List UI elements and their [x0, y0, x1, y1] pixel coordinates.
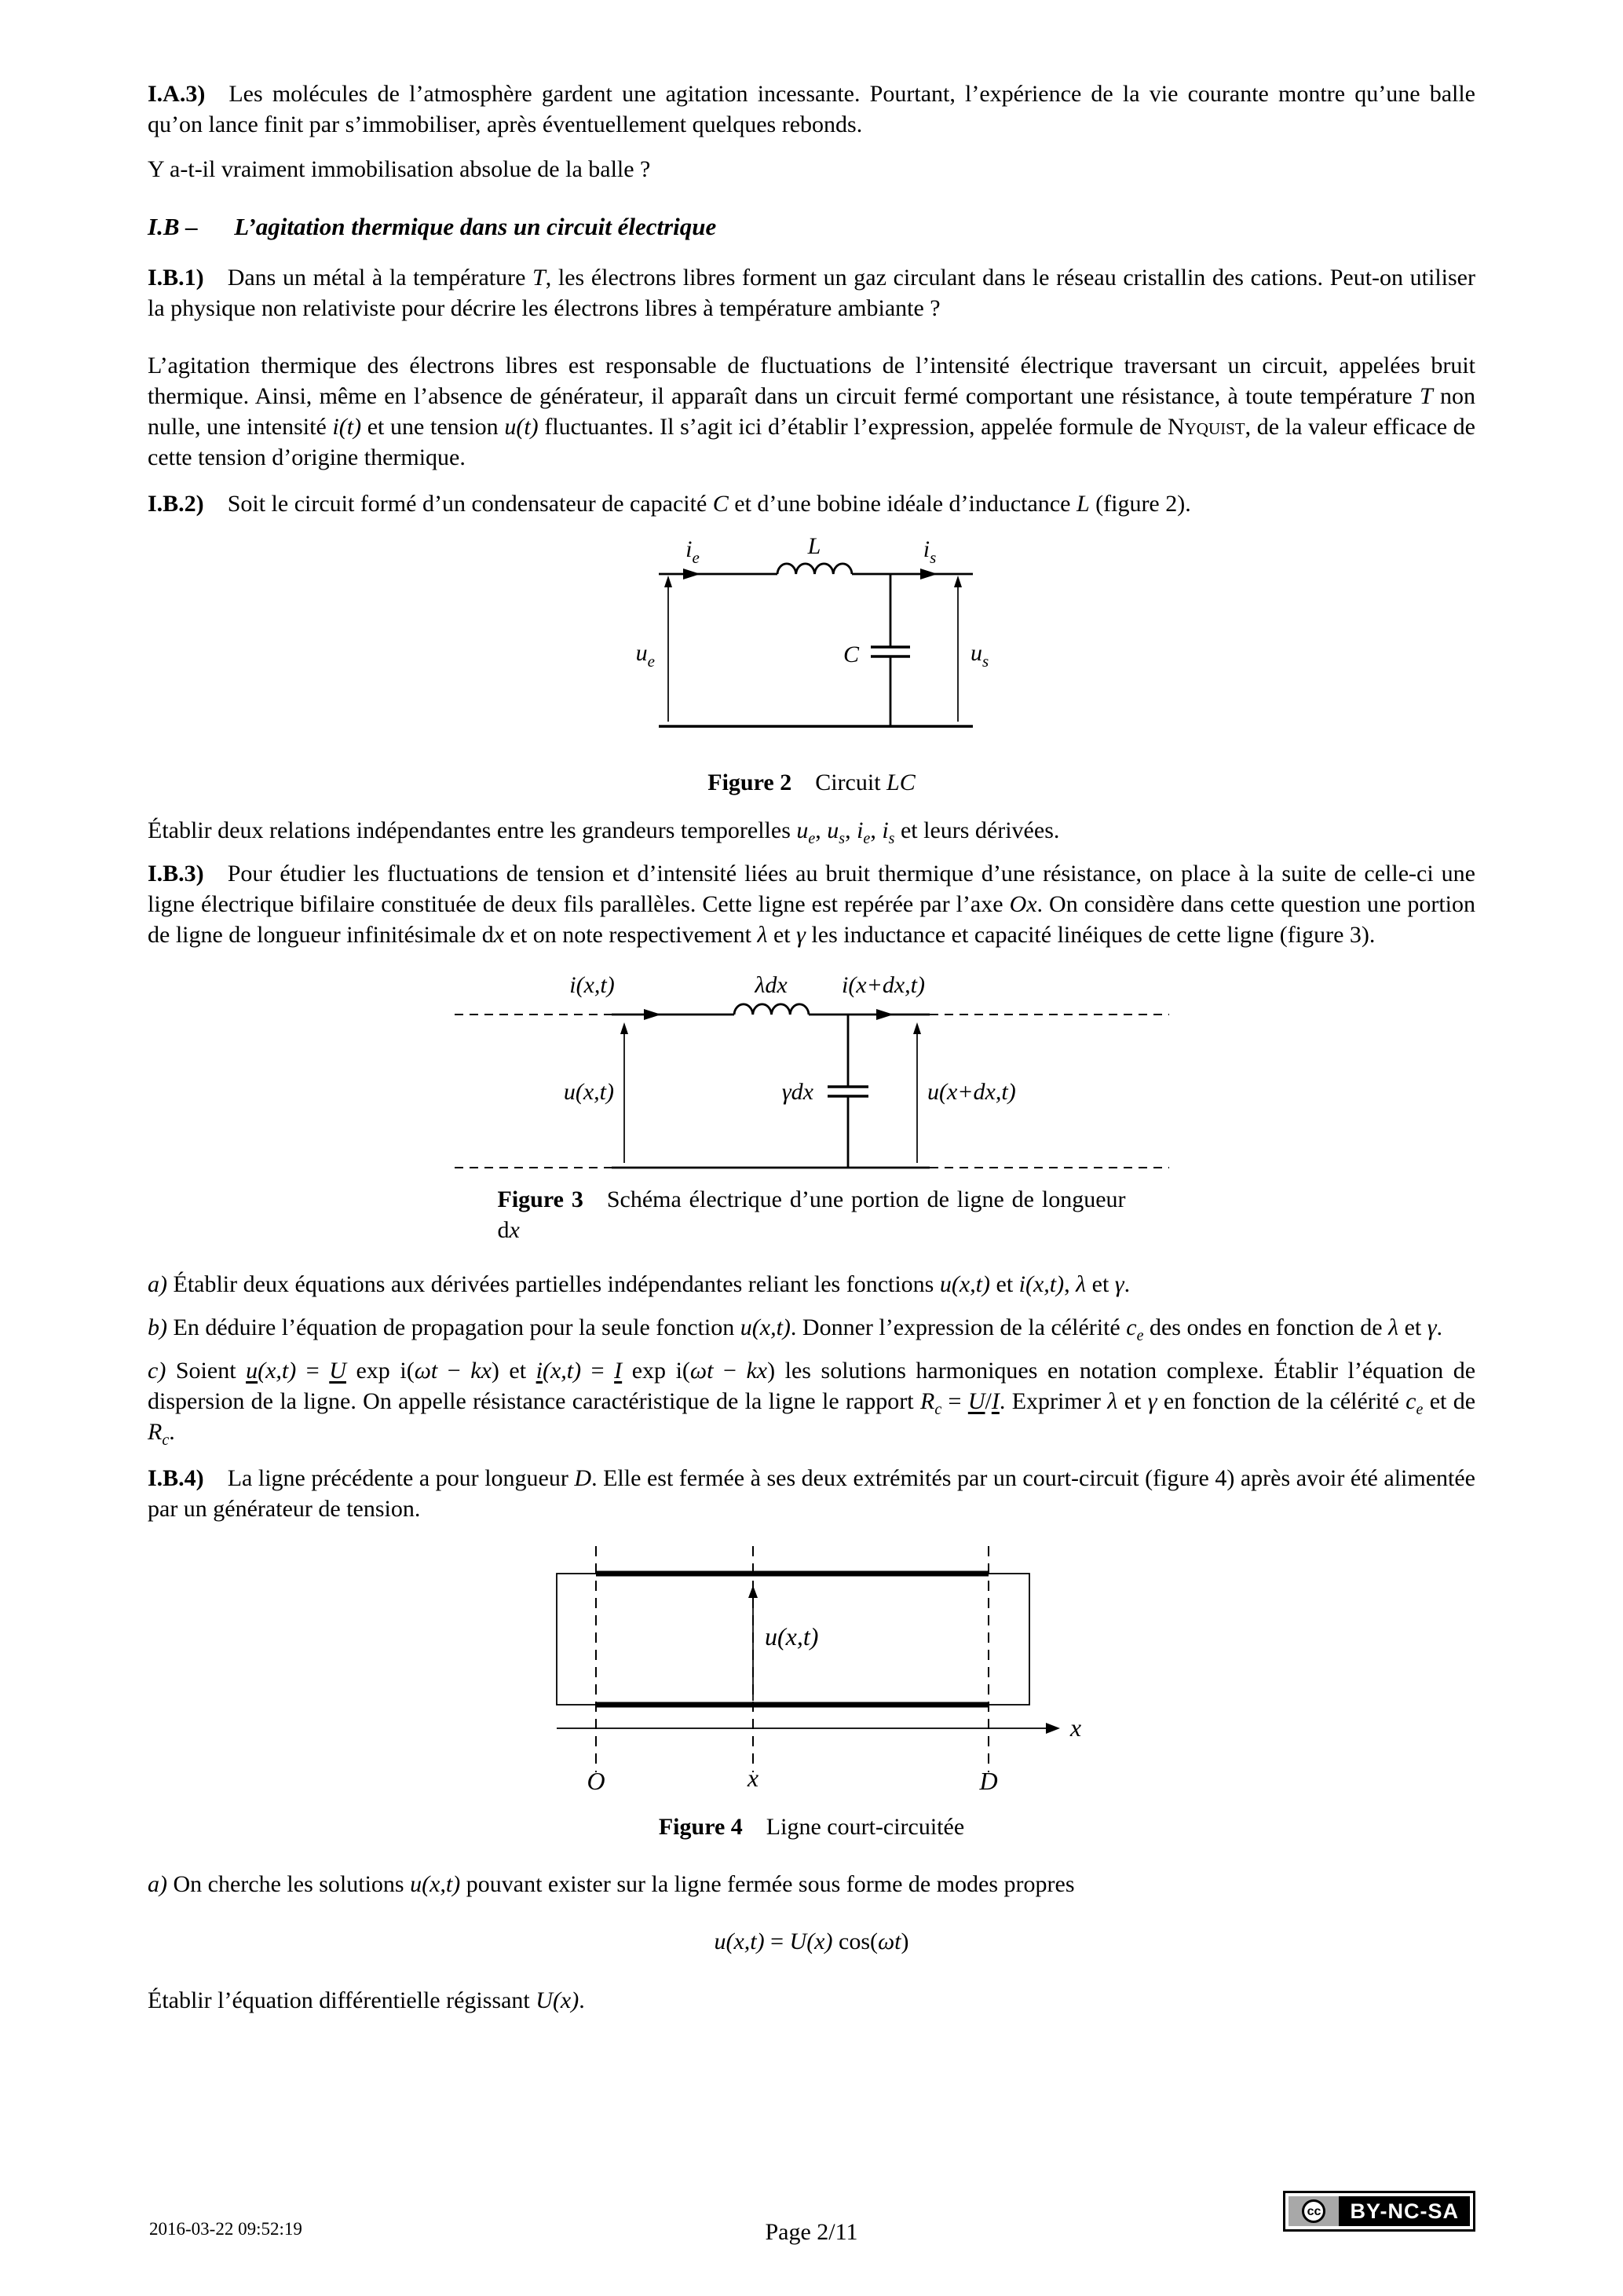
footer: [148, 2174, 1475, 2268]
cc-badge-label: BY-NC-SA: [1350, 2199, 1459, 2223]
current-arrow-left: [644, 1009, 661, 1020]
label-length-D: D: [978, 1767, 998, 1795]
paragraph-thermal-noise: L’agitation thermique des électrons libres est responsable de fluctuations de l’intensité électrique traversant un circuit, appelées bruit thermique. Ainsi, même en l’absence de générateur, il apparaît dans un circuit fermé comportant une résistance, à toute température T non nulle, une intensité i(t) et une tension u(t) fluctuantes. Il s’agit ici d’établir l’expression, appelée formule de Nyquist, de la valeur efficace de cette tension d’origine thermique.: [148, 353, 1475, 470]
voltage-arrow-us: [954, 576, 962, 722]
voltage-arrow-right: [913, 1022, 921, 1163]
figure-4: [148, 1545, 1475, 1842]
label-u-x-plus-dx-t: u(x+dx,t): [927, 1079, 1016, 1105]
paragraph-ia3: I.A.3) Les molécules de l’atmosphère gardent une agitation incessante. Pourtant, l’expérience de la vie courante montre qu’une balle qu’on lance finit par s’immobiliser, après éventuellement quelques rebonds.: [148, 81, 1475, 137]
inductor-symbol: [777, 564, 852, 574]
paragraph-item-a: a) Établir deux équations aux dérivées partielles indépendantes reliant les fonctions u(x,t) et i(x,t), λ et γ.: [148, 1271, 1131, 1297]
voltage-arrow-ue: [664, 576, 672, 722]
paragraph-item-b: b) En déduire l’équation de propagation pour la seule fonction u(x,t). Donner l’expression de la célérité $c_e$ des ondes en fonction de λ et γ.: [148, 1314, 1443, 1344]
figure-3-caption: Figure 3 Schéma électrique d’une portion de ligne de longueur dx: [497, 1186, 1126, 1243]
footer-page-number: Page 2/11: [765, 2219, 858, 2245]
label-u-x-t: u(x,t): [563, 1079, 614, 1105]
paragraph-etablir-ux: Établir l’équation différentielle régissant U(x).: [148, 1987, 585, 2013]
cc-icon: cc: [1289, 2196, 1339, 2226]
figure-3: [148, 974, 1475, 1245]
paragraph-etablir-relations: Établir deux relations indépendantes entre les grandeurs temporelles $u_e$, $u_s$, $i_e$, $i_s$ et leurs dérivées.: [148, 817, 1060, 847]
figure-2-caption: Figure 2 Circuit LC: [707, 770, 916, 795]
label-is: $i_s$: [923, 536, 936, 567]
paragraph-question: Y a-t-il vraiment immobilisation absolue de la balle ?: [148, 156, 651, 182]
label-origin-O: O: [586, 1767, 605, 1795]
figure-2-circuit-diagram: [623, 536, 1000, 764]
label-ie: $i_e$: [685, 536, 700, 567]
label-inductance-L: L: [807, 536, 821, 559]
section-heading-ib: I.B – L’agitation thermique dans un circuit électrique: [148, 213, 717, 240]
label-position-x: x: [747, 1764, 758, 1792]
capacitor-symbol: [871, 574, 910, 726]
equation-modes-propres: u(x,t) = U(x) cos(ωt): [714, 1929, 909, 1954]
paragraph-ib3: I.B.3) Pour étudier les fluctuations de tension et d’intensité liées au bruit thermique d’une résistance, on place à la suite de celle-ci une ligne électrique bifilaire constituée de deux fils parallèles. Cette ligne est repérée par l’axe Ox. On considère dans cette question une portion de ligne de longueur infinitésimale dx et on note respectivement λ et γ les inductance et capacité linéiques de cette ligne (figure 3).: [148, 861, 1476, 948]
paragraph-item-c: c) Soient u(x,t) = U exp i(ωt − kx) et i(x,t) = I exp i(ωt − kx) les solutions harmoniques en notation complexe. Établir l’équation de dispersion de la ligne. On appelle résistance caractéristique de la ligne le rapport $R_c = U/I$. Exprimer λ et γ en fonction de la célérité $c_e$ et de $R_c$.: [148, 1358, 1476, 1449]
figure-4-caption: Figure 4 Ligne court-circuitée: [658, 1814, 965, 1840]
label-capacitance-C: C: [843, 642, 859, 667]
cc-license-badge: [1283, 2191, 1475, 2232]
inductor-symbol: [734, 1004, 809, 1015]
label-lambda-dx: λdx: [754, 974, 788, 998]
label-x-axis: x: [1069, 1713, 1081, 1742]
paragraph-ib4: I.B.4) La ligne précédente a pour longueur D. Elle est fermée à ses deux extrémités par un court-circuit (figure 4) après avoir été alimentée par un générateur de tension.: [148, 1465, 1475, 1522]
label-us: $u_s$: [970, 640, 989, 671]
paragraph-ib2: I.B.2) Soit le circuit formé d’un condensateur de capacité C et d’une bobine idéale d’inductance L (figure 2).: [148, 491, 1191, 517]
figure-2: [148, 536, 1475, 798]
footer-timestamp: 2016-03-22 09:52:19: [149, 2219, 302, 2239]
paragraph-ib1: I.B.1) Dans un métal à la température T, les électrons libres forment un gaz circulant dans le réseau cristallin des cations. Peut-on utiliser la physique non relativiste pour décrire les électrons libres à température ambiante ?: [148, 265, 1475, 321]
figure-4-line-diagram: [529, 1545, 1095, 1804]
label-gamma-dx: γdx: [781, 1079, 813, 1105]
voltage-arrow-left: [620, 1022, 628, 1163]
capacitor-symbol: [828, 1015, 868, 1168]
current-arrow-is: [920, 569, 938, 579]
label-ue: $u_e$: [635, 640, 655, 671]
label-i-x-plus-dx-t: i(x+dx,t): [841, 974, 925, 998]
x-axis: [557, 1723, 1060, 1734]
label-u-x-t: u(x,t): [764, 1622, 818, 1651]
paragraph-item-a2: a) On cherche les solutions u(x,t) pouvant exister sur la ligne fermée sous forme de modes propres: [148, 1871, 1075, 1897]
current-arrow-right: [876, 1009, 894, 1020]
label-i-x-t: i(x,t): [568, 974, 615, 998]
figure-3-circuit-diagram: [447, 974, 1177, 1178]
current-arrow-ie: [683, 569, 700, 579]
